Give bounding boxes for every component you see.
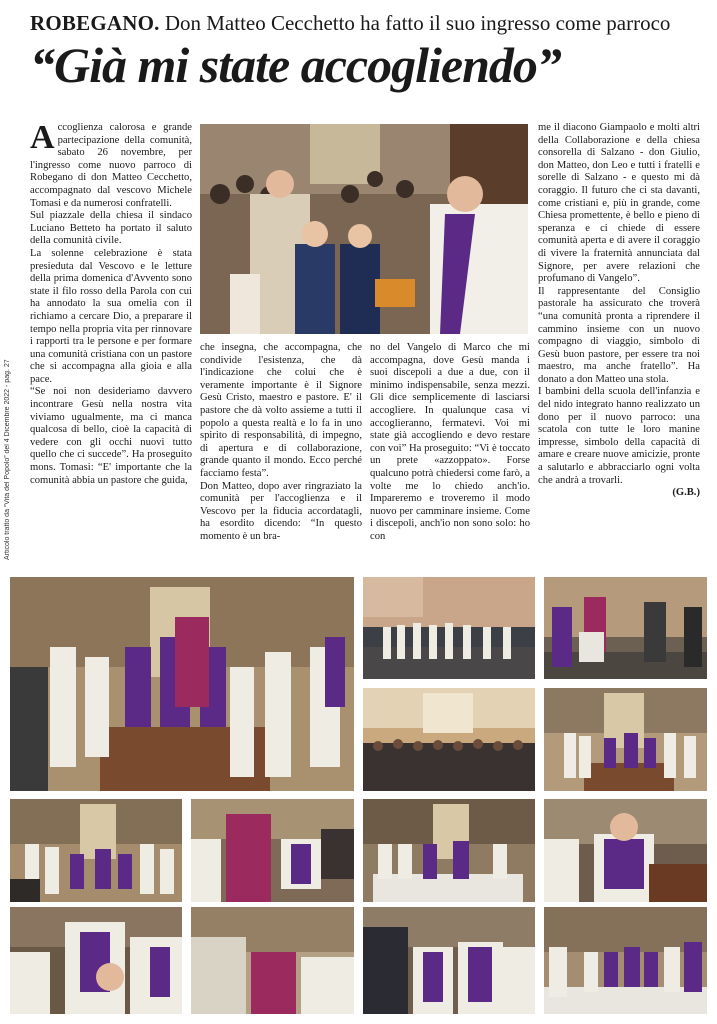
source-credit: Articolo tratto da “Vita del Popolo” del 4 Dicembre 2022 - pag. 27 xyxy=(4,359,11,560)
article-paragraph: me il diacono Giampaolo e molti altri della Collaborazione e della chiesa consorella di Salzano - don Giulio, don Matteo, don Leo e tutti i fratelli e sorelle di Salzano - e questo mi dà coraggio. Il futuro che ci sta davanti, come cristiani e, più in grande, come Chiesa promettente, è bello e pieno di speranza e ci chiede di essere comunità aperta e di avere il coraggio di vivere la fraternità annunciata dal Signore, per avere relazioni che profumano di Vangelo”. xyxy=(538,122,700,285)
article-paragraph: La solenne celebrazione è stata presieduta dal Vescovo e le letture della prima domenica d'Avvento sono state il filo rosso della Parola con cui ha annodato la sua omelia con il richiamo a cercare Dio, a preparare il tempo nella propria vita per rinnovare i rapporti tra le persone e per formare una comunità cristiana con un pastore che si accompagna alla gioia e alla pace. xyxy=(30,247,192,385)
photo-bishop-chair xyxy=(191,799,354,902)
photo-mayor-greeting xyxy=(544,577,707,679)
article-paragraph: Sul piazzale della chiesa il sindaco Luciano Betteto ha portato il saluto della comunità civile. xyxy=(30,210,192,247)
drop-cap: A xyxy=(30,119,55,156)
article-paragraph: no del Vangelo di Marco che mi accompagna, dove Gesù manda i suoi discepoli a due a due, con il minimo indispensabile, senza mezzi. Gli dice semplicemente di lasciarsi accogliere. In qualunque casa vi accoglieranno, fermatevi. Voi mi state già accogliendo e devo restare con voi” Ha proseguito: “Vi è toccato un prete «azzoppato». Forse qualcuno potrà chiedersi come farò, a volte me lo chiedo anch'io. Impareremo e troveremo il modo nuovo per camminare insieme. Come i discepoli, anch'io non sono solo: ho con xyxy=(370,342,530,542)
photo-altar-clergy xyxy=(10,799,182,902)
article-paragraph: I bambini della scuola dell'infanzia e del nido integrato hanno realizzato un dono per il nuovo parroco: una scatola con tutte le loro manine impresse, simbolo della capacità di amare e creare nuove amicizie, pronte a salutarlo e abbracciarlo ogni volta che andrà a trovarli. xyxy=(538,386,700,486)
article-paragraph: “Se noi non desideriamo davvero incontrare Gesù nella nostra vita viviamo ugualmente, ma ci manca qualcosa di bello, cioè la capacità di vedere con gli occhi nuovi tutto quello che ci succede”. Ha proseguito mons. Tomasi: “E' importante che la comunità abbia un pastore che guida, xyxy=(30,386,192,486)
article-column-1 xyxy=(30,119,192,487)
article-paragraph: che insegna, che accompagna, che condivide l'esistenza, che dà l'indicazione che colui che è veramente importante è il Signore Gesù Cristo, maestro e pastore. E' il pastore che dà volto assieme a tutti il popolo a questa realtà e lo fa in uno spirito di responsabilità, di impegno, di apertura e di collaborazione, grande quanto il mondo. Ecco perché facciamo festa”. xyxy=(200,342,362,479)
photo-congregation xyxy=(363,688,535,791)
article-paragraph: Il rappresentante del Consiglio pastorale ha assicurato che troverà “una comunità pronta a riprendere il cammino insieme con un nuovo compagno di viaggio, simbolo di Gesù buon pastore, per essere tra noi maestro, ma anche fratello”. Ha donato a don Matteo una stola. xyxy=(538,285,700,385)
photo-altar-group xyxy=(10,577,354,791)
kicker-line xyxy=(30,10,700,36)
article-signature: (G.B.) xyxy=(672,487,700,499)
location-label: ROBEGANO. xyxy=(30,11,160,35)
photo-altar-kneeling xyxy=(191,907,354,1014)
article-column-2 xyxy=(200,342,362,544)
photo-priest-closeup xyxy=(10,907,182,1014)
article-paragraph: Accoglienza calorosa e grande partecipazione della comunità, sabato 26 novembre, per l'ingresso come nuovo parroco di Robegano di don Matteo Cecchetto, accompagnato dal vescovo Michele Tomasi e da numerosi confratelli. xyxy=(30,119,192,209)
article-paragraph: Don Matteo, dopo aver ringraziato la comunità per l'accoglienza e il Vescovo per la fiducia accordatagli, ha esordito dicendo: “In questo momento è un bra- xyxy=(200,480,362,542)
photo-sanctuary-wide xyxy=(544,688,707,791)
subtitle: Don Matteo Cecchetto ha fatto il suo ingresso come parroco xyxy=(164,11,671,35)
photo-final-altar xyxy=(544,907,707,1014)
photo-priest-ambo xyxy=(544,799,707,902)
photo-procession-square xyxy=(363,577,535,679)
headline-block xyxy=(30,10,700,94)
photo-clergy-row xyxy=(363,907,535,1014)
article-column-4 xyxy=(538,122,700,500)
photo-altar-consecration xyxy=(363,799,535,902)
main-photo-gift xyxy=(200,124,528,334)
page-title: “Già mi state accogliendo” xyxy=(30,37,561,93)
article-column-3 xyxy=(370,342,530,544)
